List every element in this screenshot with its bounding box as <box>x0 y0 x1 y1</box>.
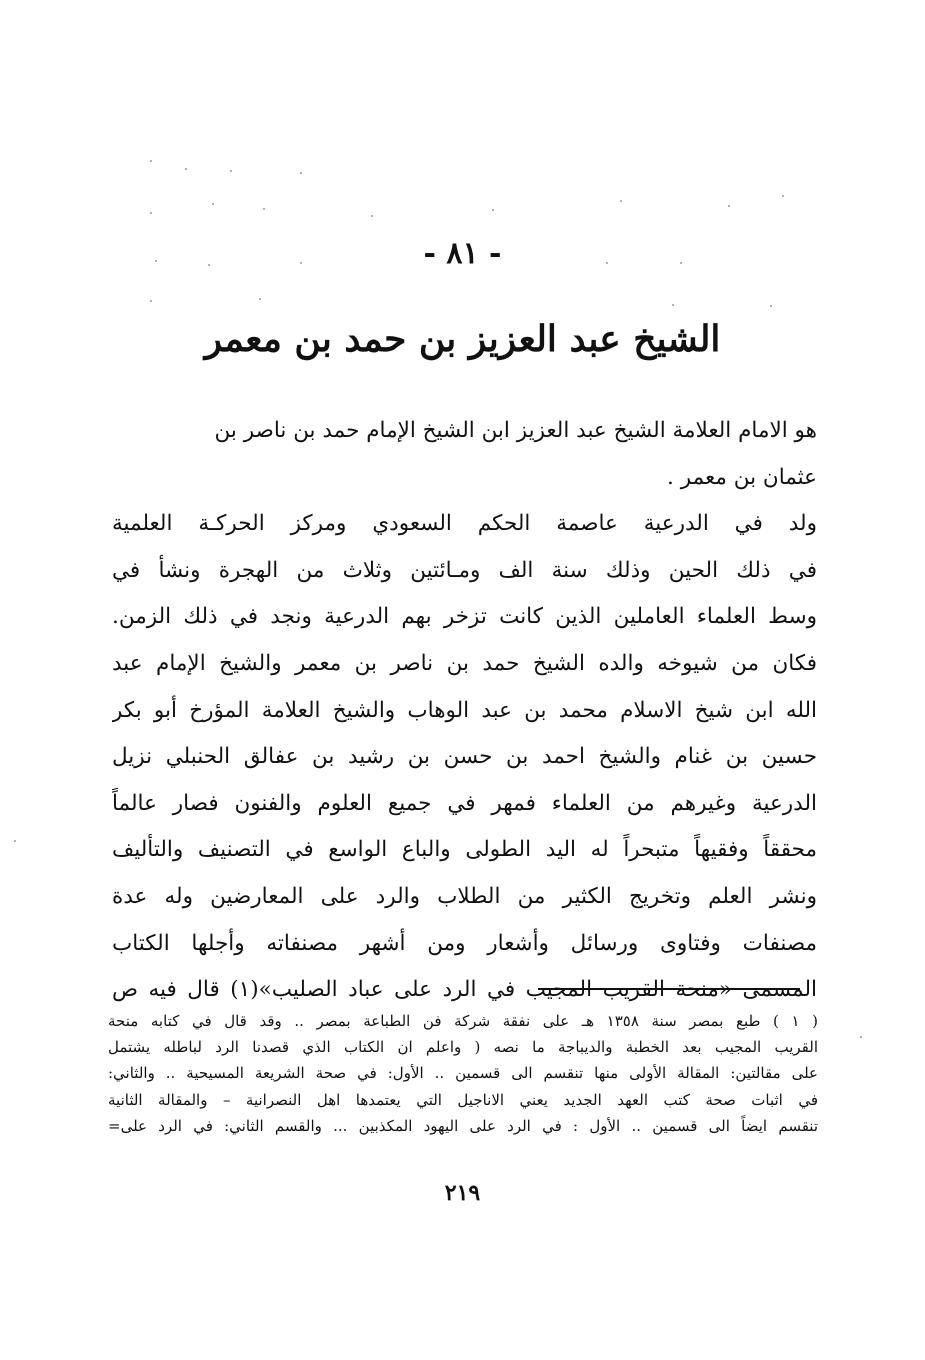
scan-speck <box>14 840 16 842</box>
scan-speck <box>150 300 152 302</box>
body-text <box>112 408 817 1014</box>
footnote-line: على مقالتين: المقالة الأولى منها تنقسم الى قسمين .. الأول: في صحة الشريعة المسيحية .. والثاني: <box>108 1064 818 1083</box>
scan-speck <box>620 200 622 202</box>
footnote-line: في اثبات صحة كتب العهد الجديد يعني الاناجيل التي يعتمدها اهل النصرانية – والمقالة الثانية <box>108 1090 818 1109</box>
footnote-line: القريب المجيب بعد الخطبة والديباجة ما نصه ( واعلم ان الكتاب الذي قصدنا الرد لباطله يشتمل <box>108 1038 818 1057</box>
body-line: ونشر العلم وتخريج الكثير من الطلاب والرد على المعارضين وله عدة <box>112 883 817 909</box>
scan-speck <box>782 195 784 197</box>
scan-speck <box>492 209 494 211</box>
body-line: محققاً وفقيهاً متبحراً له اليد الطولى والباع الواسع في التصنيف والتأليف <box>112 837 817 863</box>
scan-speck <box>770 305 772 307</box>
body-line: المسمى «منحة القريب المجيب في الرد على عباد الصليب»(١) قال فيه ص <box>112 977 817 1003</box>
page-title: الشيخ عبد العزيز بن حمد بن معمر <box>204 318 721 360</box>
footnote-line: ( ١ ) طبع بمصر سنة ١٣٥٨ هـ على نفقة شركة فن الطباعة بمصر .. وقد قال في كتابه منحة <box>108 1012 818 1030</box>
scan-speck <box>300 172 302 174</box>
scan-speck <box>150 160 152 162</box>
scan-speck <box>371 215 373 217</box>
page-number: ٢١٩ <box>444 1180 481 1206</box>
scan-speck <box>230 170 232 172</box>
body-line: عثمان بن معمر . <box>667 464 817 490</box>
body-line: ولد في الدرعية عاصمة الحكم السعودي ومركز الحركـة العلمية <box>112 511 817 537</box>
footnotes <box>108 1008 818 1139</box>
body-line: وسط العلماء العاملين الذين كانت تزخر بهم الدرعية ونجد في ذلك الزمن. <box>112 604 817 630</box>
body-line: فكان من شيوخه والده الشيخ حمد بن ناصر بن معمر والشيخ الإمام عبد <box>112 650 817 676</box>
scan-speck <box>212 203 214 205</box>
body-line: في ذلك الحين وذلك سنة الف ومـائتين وثلاث من الهجرة ونشأ في <box>112 557 817 583</box>
body-line: هو الامام العلامة الشيخ عبد العزيز ابن الشيخ الإمام حمد بن ناصر بن <box>214 418 817 443</box>
scan-speck <box>860 1036 862 1038</box>
footnote-line: تنقسم ايضاً الى قسمين .. الأول : في الرد على اليهود المكذبين ... والقسم الثاني: في الرد على= <box>108 1116 818 1135</box>
scan-speck <box>259 298 261 300</box>
scan-speck <box>728 205 730 207</box>
body-line: الدرعية وغيرهم من العلماء فمهر في جميع العلوم والفنون فصار عالماً <box>112 790 817 816</box>
body-line: مصنفات وفتاوى ورسائل وأشعار ومن أشهر مصنفاته وأجلها الكتاب <box>112 930 817 956</box>
body-line: حسين بن غنام والشيخ احمد بن حسن بن رشيد بن عفالق الحنبلي نزيل <box>112 744 817 770</box>
footnote-separator <box>538 988 800 990</box>
scan-speck <box>263 208 265 210</box>
section-number: - ٨١ - <box>423 236 502 271</box>
scan-speck <box>672 304 674 306</box>
scan-speck <box>185 168 187 170</box>
body-line: الله ابن شيخ الاسلام محمد بن عبد الوهاب والشيخ العلامة المؤرخ أبو بكر <box>112 697 817 723</box>
scan-speck <box>150 212 152 214</box>
